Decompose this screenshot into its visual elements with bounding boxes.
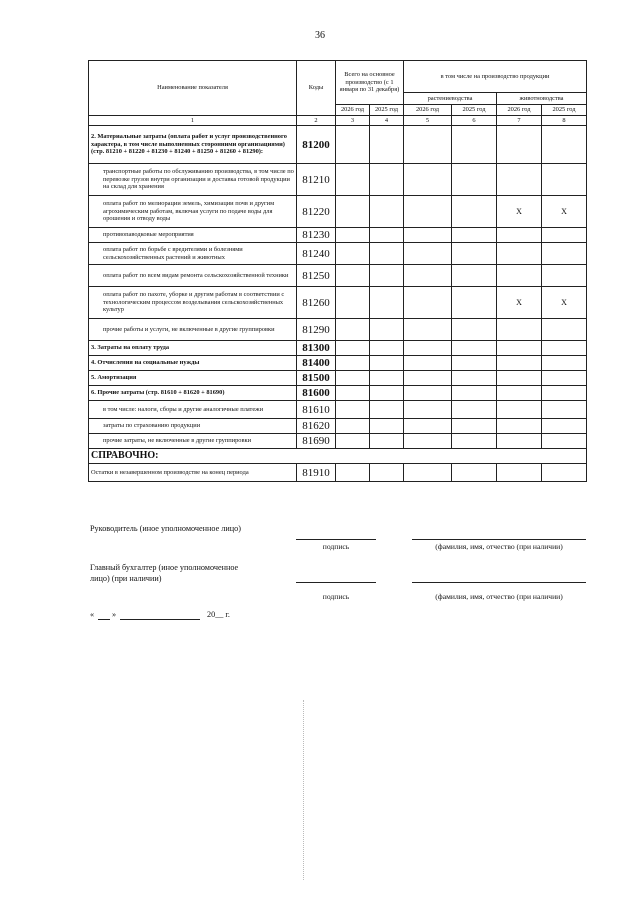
value-cell[interactable]: [370, 434, 404, 449]
date-open-quote: «: [90, 610, 95, 619]
value-cell[interactable]: [370, 401, 404, 419]
table-row: [89, 371, 587, 386]
scan-fold-mark: [303, 700, 304, 880]
reference-title: СПРАВОЧНО:: [89, 449, 587, 464]
row-code: 81210: [297, 164, 336, 196]
value-cell[interactable]: [336, 386, 370, 401]
value-cell[interactable]: [370, 243, 404, 265]
table-row: [89, 386, 587, 401]
value-cell[interactable]: [497, 401, 542, 419]
row-label: 5. Амортизация: [89, 371, 297, 386]
row-code: 81620: [297, 419, 336, 434]
value-cell[interactable]: [336, 164, 370, 196]
header-codes: Коды: [297, 61, 336, 116]
table-row: [89, 401, 587, 419]
value-cell[interactable]: [404, 265, 452, 287]
value-cell[interactable]: [497, 126, 542, 164]
year-livestock-2025: 2025 год: [542, 105, 587, 116]
cost-table: [88, 60, 587, 482]
head-signature-line[interactable]: [296, 539, 376, 540]
value-cell[interactable]: [497, 371, 542, 386]
table-row: [89, 319, 587, 341]
value-cell[interactable]: [404, 401, 452, 419]
value-cell[interactable]: [404, 371, 452, 386]
table-row: [89, 126, 587, 164]
value-cell[interactable]: [404, 164, 452, 196]
col-number: 8: [542, 115, 587, 126]
header-livestock: животноводства: [497, 93, 587, 105]
value-cell[interactable]: [370, 196, 404, 228]
value-cell[interactable]: [497, 228, 542, 243]
row-label: оплата работ по всем видам ремонта сельскохозяйственной техники: [89, 265, 297, 287]
accountant-label-1: Главный бухгалтер (иное уполномоченное: [90, 563, 239, 572]
value-cell[interactable]: [452, 341, 497, 356]
value-cell[interactable]: [370, 126, 404, 164]
row-label: 4. Отчисления на социальные нужды: [89, 356, 297, 371]
value-cell[interactable]: [542, 419, 587, 434]
value-cell[interactable]: [452, 196, 497, 228]
row-label: прочие затраты, не включенные в другие группировки: [89, 434, 297, 449]
row-label: оплата работ по пахоте, уборке и другим работам в соответствии с технологическим процессом возделывания сельскохозяйственных культур: [89, 287, 297, 319]
value-cell[interactable]: [452, 164, 497, 196]
value-cell[interactable]: [336, 401, 370, 419]
row-label: 6. Прочие затраты (стр. 81610 + 81620 + 81690): [89, 386, 297, 401]
value-cell[interactable]: [336, 434, 370, 449]
accountant-label-2: лицо) (при наличии): [90, 574, 162, 583]
date-close-quote: »: [112, 610, 117, 619]
not-applicable-mark: X: [542, 287, 587, 319]
page-number: 36: [315, 30, 325, 41]
value-cell[interactable]: [404, 126, 452, 164]
value-cell[interactable]: [542, 356, 587, 371]
value-cell[interactable]: [336, 464, 370, 482]
row-code: 81400: [297, 356, 336, 371]
row-label: в том числе: налоги, сборы и другие аналогичные платежи: [89, 401, 297, 419]
value-cell[interactable]: [370, 341, 404, 356]
value-cell[interactable]: [370, 319, 404, 341]
row-code: 81220: [297, 196, 336, 228]
value-cell[interactable]: [370, 464, 404, 482]
value-cell[interactable]: [370, 287, 404, 319]
row-label: оплата работ по мелиорации земель, химизации почв и другим агрохимическим работам, включая услуги по подаче воды для орошения и отводу воды: [89, 196, 297, 228]
value-cell[interactable]: [497, 243, 542, 265]
row-code: 81500: [297, 371, 336, 386]
value-cell[interactable]: [452, 371, 497, 386]
head-name-line[interactable]: [412, 539, 586, 540]
value-cell[interactable]: [497, 464, 542, 482]
not-applicable-mark: X: [497, 196, 542, 228]
value-cell[interactable]: [336, 243, 370, 265]
value-cell[interactable]: [370, 386, 404, 401]
col-number: 4: [370, 115, 404, 126]
value-cell[interactable]: [452, 243, 497, 265]
value-cell[interactable]: [452, 464, 497, 482]
table-row: [89, 228, 587, 243]
row-label: транспортные работы по обслуживанию производства, в том числе по перевозке грузов внутри организации и доставка готовой продукции на склад для хранения: [89, 164, 297, 196]
row-label: 3. Затраты на оплату труда: [89, 341, 297, 356]
year-crop-2026: 2026 год: [404, 105, 452, 116]
value-cell[interactable]: [542, 341, 587, 356]
row-label: противопаводковые мероприятия: [89, 228, 297, 243]
table-row: [89, 356, 587, 371]
value-cell[interactable]: [542, 243, 587, 265]
value-cell[interactable]: [404, 386, 452, 401]
value-cell[interactable]: [452, 386, 497, 401]
col-number: 2: [297, 115, 336, 126]
col-number: 3: [336, 115, 370, 126]
value-cell[interactable]: [336, 228, 370, 243]
head-name-caption: (фамилия, имя, отчество (при наличии): [435, 542, 563, 551]
value-cell[interactable]: [542, 164, 587, 196]
row-code: 81290: [297, 319, 336, 341]
date-month-line[interactable]: [120, 619, 200, 620]
col-number: 5: [404, 115, 452, 126]
value-cell[interactable]: [370, 356, 404, 371]
table-row: [89, 287, 587, 319]
value-cell[interactable]: [452, 356, 497, 371]
accountant-name-caption: (фамилия, имя, отчество (при наличии): [435, 592, 563, 601]
value-cell[interactable]: [370, 371, 404, 386]
col-number: 7: [497, 115, 542, 126]
row-code: 81230: [297, 228, 336, 243]
reference-row: [89, 464, 587, 482]
row-label: затраты по страхованию продукции: [89, 419, 297, 434]
not-applicable-mark: X: [497, 287, 542, 319]
value-cell[interactable]: [404, 243, 452, 265]
accountant-signature-caption: подпись: [322, 592, 350, 601]
row-code: 81260: [297, 287, 336, 319]
value-cell[interactable]: [336, 287, 370, 319]
value-cell[interactable]: [336, 356, 370, 371]
table-row: [89, 434, 587, 449]
value-cell[interactable]: [370, 419, 404, 434]
row-code: 81200: [297, 126, 336, 164]
table-row: [89, 341, 587, 356]
row-code: 81250: [297, 265, 336, 287]
header-name: Наименование показателя: [89, 61, 297, 116]
table-row: [89, 419, 587, 434]
value-cell[interactable]: [404, 287, 452, 319]
date-day-line[interactable]: [98, 619, 110, 620]
value-cell[interactable]: [452, 228, 497, 243]
date-year: 20__ г.: [207, 610, 230, 619]
value-cell[interactable]: [497, 341, 542, 356]
value-cell[interactable]: [404, 319, 452, 341]
value-cell[interactable]: [542, 386, 587, 401]
value-cell[interactable]: [497, 419, 542, 434]
table-row: [89, 243, 587, 265]
value-cell[interactable]: [370, 164, 404, 196]
value-cell[interactable]: [542, 464, 587, 482]
value-cell[interactable]: [497, 434, 542, 449]
table-row: [89, 265, 587, 287]
table-row: [89, 164, 587, 196]
value-cell[interactable]: [404, 228, 452, 243]
value-cell[interactable]: [336, 341, 370, 356]
value-cell[interactable]: [452, 287, 497, 319]
value-cell[interactable]: [542, 434, 587, 449]
row-code: 81600: [297, 386, 336, 401]
header-total: Всего на основное производство (с 1 января по 31 декабря): [336, 61, 404, 105]
value-cell[interactable]: [542, 265, 587, 287]
reference-label: Остатки в незавершенном производстве на конец периода: [89, 464, 297, 482]
value-cell[interactable]: [336, 196, 370, 228]
year-total-2025: 2025 год: [370, 105, 404, 116]
value-cell[interactable]: [452, 434, 497, 449]
value-cell[interactable]: [497, 386, 542, 401]
value-cell[interactable]: [404, 356, 452, 371]
accountant-name-line[interactable]: [412, 582, 586, 583]
accountant-signature-line[interactable]: [296, 582, 376, 583]
col-number: 1: [89, 115, 297, 126]
value-cell[interactable]: [497, 356, 542, 371]
header-including: в том числе на производство продукции: [404, 61, 587, 93]
value-cell[interactable]: [542, 401, 587, 419]
value-cell[interactable]: [370, 265, 404, 287]
head-label: Руководитель (иное уполномоченное лицо): [90, 524, 241, 533]
head-signature-caption: подпись: [322, 542, 350, 551]
value-cell[interactable]: [336, 371, 370, 386]
year-crop-2025: 2025 год: [452, 105, 497, 116]
row-code: 81610: [297, 401, 336, 419]
value-cell[interactable]: [404, 434, 452, 449]
value-cell[interactable]: [404, 419, 452, 434]
value-cell[interactable]: [542, 319, 587, 341]
value-cell[interactable]: [452, 319, 497, 341]
value-cell[interactable]: [542, 126, 587, 164]
value-cell[interactable]: [336, 419, 370, 434]
year-livestock-2026: 2026 год: [497, 105, 542, 116]
value-cell[interactable]: [542, 371, 587, 386]
row-code: 81300: [297, 341, 336, 356]
row-label: 2. Материальные затраты (оплата работ и услуг производственного характера, в том числе выполненных сторонними организациями) (стр. 81210 + 81220 + 81230 + 81240 + 81250 + 81260 + 81290):: [89, 126, 297, 164]
value-cell[interactable]: [452, 126, 497, 164]
value-cell[interactable]: [452, 265, 497, 287]
row-code: 81240: [297, 243, 336, 265]
value-cell[interactable]: [336, 265, 370, 287]
value-cell[interactable]: [497, 319, 542, 341]
value-cell[interactable]: [452, 401, 497, 419]
row-label: оплата работ по борьбе с вредителями и болезнями сельскохозяйственных растений и животных: [89, 243, 297, 265]
value-cell[interactable]: [404, 196, 452, 228]
table-row: [89, 196, 587, 228]
value-cell[interactable]: [497, 164, 542, 196]
value-cell[interactable]: [404, 464, 452, 482]
value-cell[interactable]: [452, 419, 497, 434]
value-cell[interactable]: [404, 341, 452, 356]
value-cell[interactable]: [370, 228, 404, 243]
row-label: прочие работы и услуги, не включенные в другие группировки: [89, 319, 297, 341]
value-cell[interactable]: [336, 319, 370, 341]
not-applicable-mark: X: [542, 196, 587, 228]
year-total-2026: 2026 год: [336, 105, 370, 116]
reference-code: 81910: [297, 464, 336, 482]
value-cell[interactable]: [336, 126, 370, 164]
value-cell[interactable]: [497, 265, 542, 287]
row-code: 81690: [297, 434, 336, 449]
col-number: 6: [452, 115, 497, 126]
header-crop: растениеводства: [404, 93, 497, 105]
column-numbers-row: [89, 115, 587, 126]
value-cell[interactable]: [542, 228, 587, 243]
